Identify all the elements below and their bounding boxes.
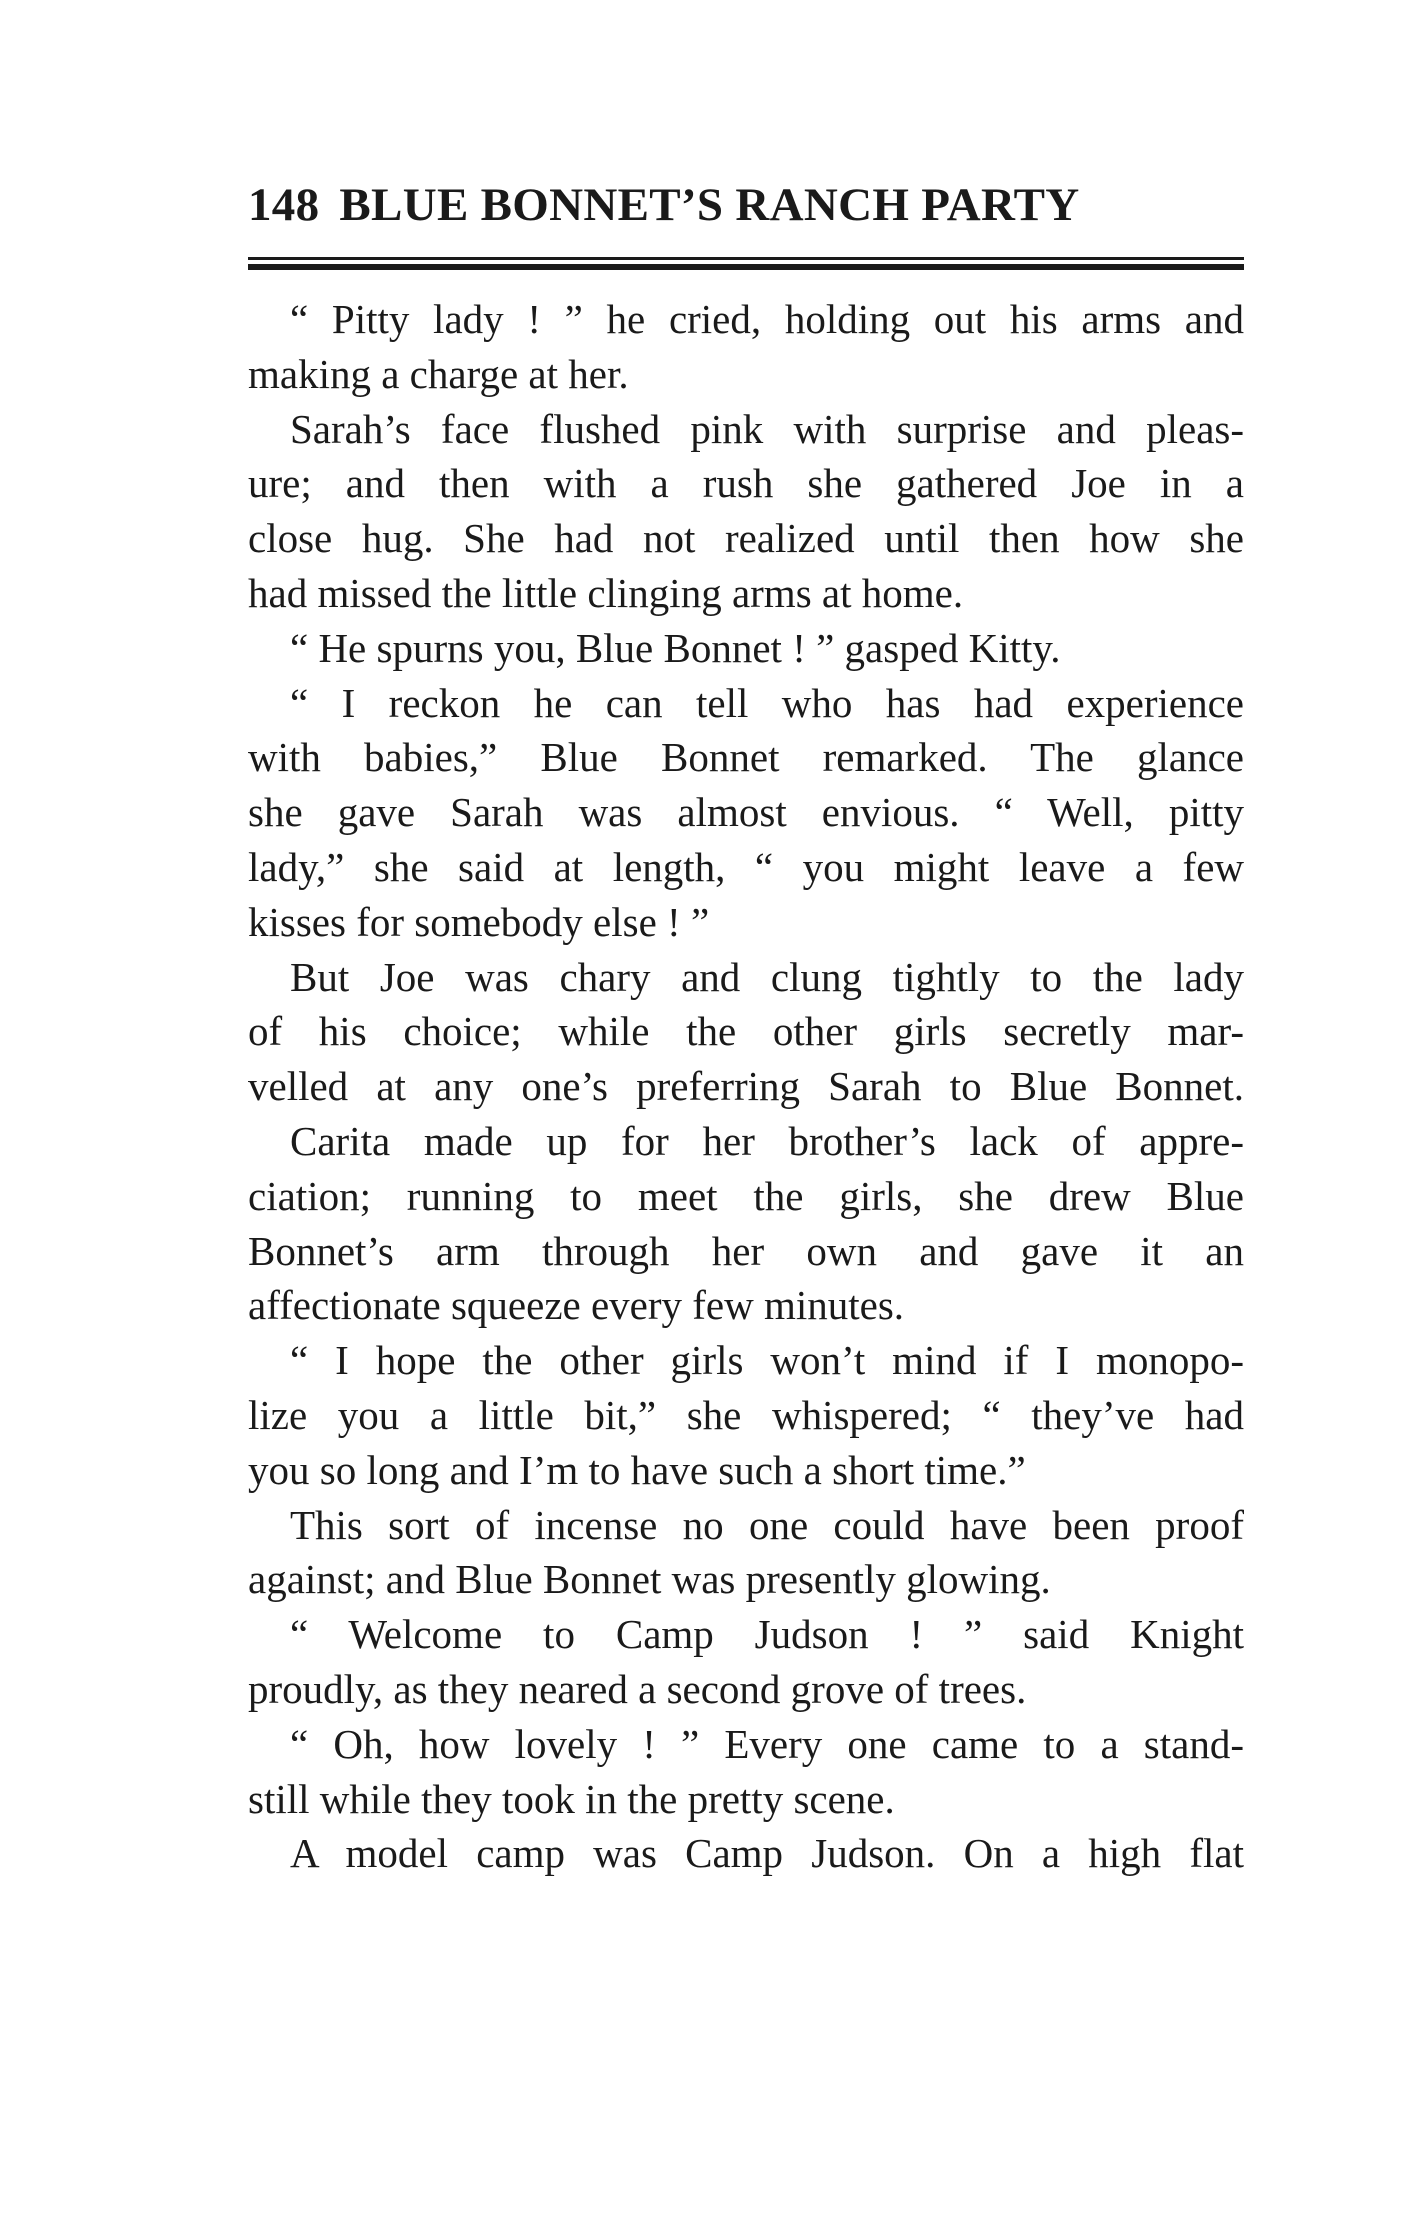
text-line: she gave Sarah was almost envious. “ Well, pitty <box>248 789 1244 836</box>
running-title: BLUE BONNET’S RANCH PARTY <box>339 179 1080 231</box>
text-line: kisses for somebody else ! ” <box>248 898 710 945</box>
text-line: “ Pitty lady ! ” he cried, holding out his arms and <box>290 296 1244 342</box>
text-line: making a charge at her. <box>248 350 629 397</box>
text-line: close hug. She had not realized until then how she <box>248 515 1244 562</box>
text-line: ure; and then with a rush she gathered Joe in a <box>248 460 1244 507</box>
text-line: Sarah’s face flushed pink with surprise and pleas- <box>290 405 1244 452</box>
text-line: ciation; running to meet the girls, she drew Blue <box>248 1172 1244 1219</box>
text-line: But Joe was chary and clung tightly to the lady <box>290 953 1244 1000</box>
text-line: still while they took in the pretty scene. <box>248 1775 895 1822</box>
running-header <box>248 178 1244 248</box>
text-line: with babies,” Blue Bonnet remarked. The glance <box>248 734 1244 781</box>
text-line: Bonnet’s arm through her own and gave it an <box>248 1227 1244 1274</box>
text-line: proudly, as they neared a second grove of trees. <box>248 1665 1027 1712</box>
text-line: “ I reckon he can tell who has had experience <box>290 679 1244 726</box>
page-number: 148 <box>248 179 320 231</box>
text-line: A model camp was Camp Judson. On a high flat <box>290 1830 1244 1877</box>
text-line: Carita made up for her brother’s lack of appre- <box>290 1117 1244 1164</box>
text-line: “ He spurns you, Blue Bonnet ! ” gasped Kitty. <box>290 624 1061 671</box>
text-line: had missed the little clinging arms at home. <box>248 569 964 616</box>
text-line: “ Oh, how lovely ! ” Every one came to a stand- <box>290 1720 1244 1767</box>
text-line: velled at any one’s preferring Sarah to Blue Bonnet. <box>248 1063 1244 1110</box>
text-line: against; and Blue Bonnet was presently glowing. <box>248 1556 1051 1603</box>
text-line: “ I hope the other girls won’t mind if I monopo- <box>290 1337 1244 1384</box>
header-rule-thin <box>248 257 1244 260</box>
text-line: lize you a little bit,” she whispered; “ they’ve had <box>248 1391 1244 1438</box>
text-line: “ Welcome to Camp Judson ! ” said Knight <box>290 1611 1244 1658</box>
text-line: lady,” she said at length, “ you might leave a few <box>248 843 1244 890</box>
text-line: you so long and I’m to have such a short time.” <box>248 1446 1026 1493</box>
text-line: of his choice; while the other girls secretly mar- <box>248 1008 1244 1055</box>
text-line: This sort of incense no one could have been proof <box>290 1501 1244 1548</box>
body-text <box>248 292 1244 1881</box>
header-rule-thick <box>248 264 1244 270</box>
text-line: affectionate squeeze every few minutes. <box>248 1282 905 1329</box>
